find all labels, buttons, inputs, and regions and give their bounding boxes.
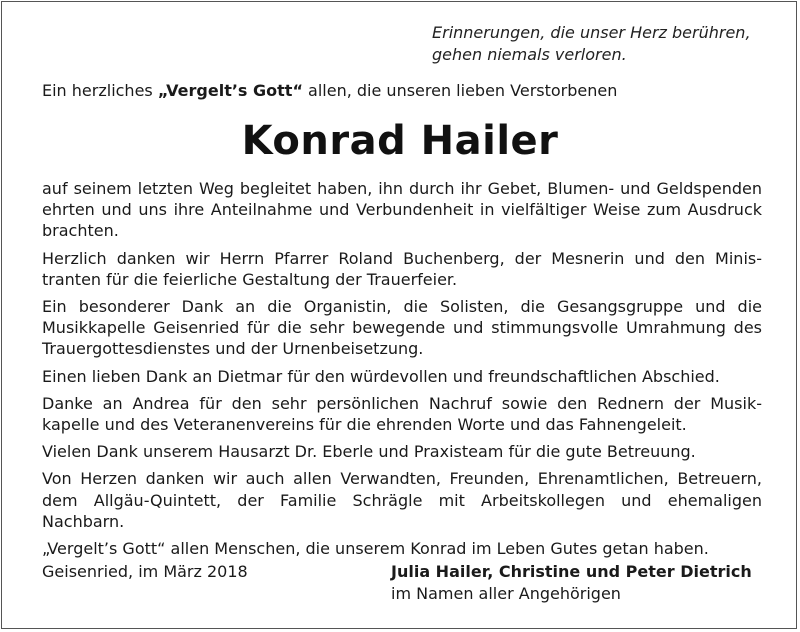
paragraph-line: Einen lieben Dank an Dietmar für den würdevollen und freundschaftlichen Abschied. bbox=[42, 366, 720, 386]
thanks-paragraph bbox=[42, 366, 762, 387]
thanks-paragraph bbox=[42, 538, 762, 559]
signature-block bbox=[391, 561, 752, 605]
paragraph-line: Vielen Dank unserem Hausarzt Dr. Eberle und Praxisteam für die gute Betreuung. bbox=[42, 442, 696, 462]
paragraph-line: „Vergelt’s Gott“ allen Menschen, die unserem Konrad im Leben Gutes getan haben. bbox=[42, 539, 709, 559]
thanks-paragraph bbox=[42, 248, 762, 290]
paragraph-line: Musikkapelle Geisenried für die sehr bewegende und stimmungsvolle Umrahmung des bbox=[42, 318, 762, 338]
quote-line-1: Erinnerungen, die unser Herz berühren, bbox=[432, 23, 751, 42]
paragraph-line: brachten. bbox=[42, 221, 119, 241]
intro-line bbox=[42, 80, 617, 102]
thanks-body bbox=[42, 178, 762, 565]
signers-subline: im Namen aller Angehörigen bbox=[391, 584, 621, 603]
signers: Julia Hailer, Christine und Peter Dietrich bbox=[391, 562, 752, 581]
thanks-paragraph bbox=[42, 468, 762, 532]
thanks-paragraph bbox=[42, 441, 762, 462]
thanks-paragraph bbox=[42, 393, 762, 435]
paragraph-line: dem Allgäu-Quintett, der Familie Schrägle mit Arbeitskollegen und ehemaligen bbox=[42, 490, 762, 510]
paragraph-line: Danke an Andrea für den sehr persönlichen Nachruf sowie den Rednern der Musik- bbox=[42, 393, 762, 413]
paragraph-line: Von Herzen danken wir auch allen Verwandten, Freunden, Ehrenamtlichen, Betreuern, bbox=[42, 469, 762, 489]
intro-text-after: allen, die unseren lieben Verstorbenen bbox=[302, 81, 618, 100]
paragraph-line: Ein besonderer Dank an die Organistin, die Solisten, die Gesangsgruppe und die bbox=[42, 297, 762, 317]
paragraph-line: Trauergottesdienstes und der Urnenbeisetzung. bbox=[42, 339, 424, 359]
paragraph-line: ehrten und uns ihre Anteilnahme und Verbundenheit in vielfältiger Weise zum Ausdruck bbox=[42, 200, 762, 220]
thanks-paragraph bbox=[42, 178, 762, 242]
epigraph-quote bbox=[432, 22, 751, 66]
quote-line-2: gehen niemals verloren. bbox=[432, 45, 627, 64]
intro-emphasis: „Vergelt’s Gott“ bbox=[157, 81, 303, 100]
paragraph-line: Nachbarn. bbox=[42, 511, 125, 531]
thanks-paragraph bbox=[42, 296, 762, 360]
intro-text-before: Ein herzliches bbox=[42, 81, 158, 100]
deceased-name: Konrad Hailer bbox=[241, 118, 559, 164]
paragraph-line: Herzlich danken wir Herrn Pfarrer Roland Buchenberg, der Mesnerin und den Minis- bbox=[42, 248, 762, 268]
paragraph-line: kapelle und des Veteranenvereins für die ehrenden Worte und das Fahnengeleit. bbox=[42, 415, 687, 435]
paragraph-line: tranten für die feierliche Gestaltung der Trauerfeier. bbox=[42, 269, 458, 289]
paragraph-line: auf seinem letzten Weg begleitet haben, ihn durch ihr Gebet, Blumen- und Geldspenden bbox=[42, 179, 762, 198]
place-date: Geisenried, im März 2018 bbox=[42, 562, 248, 581]
